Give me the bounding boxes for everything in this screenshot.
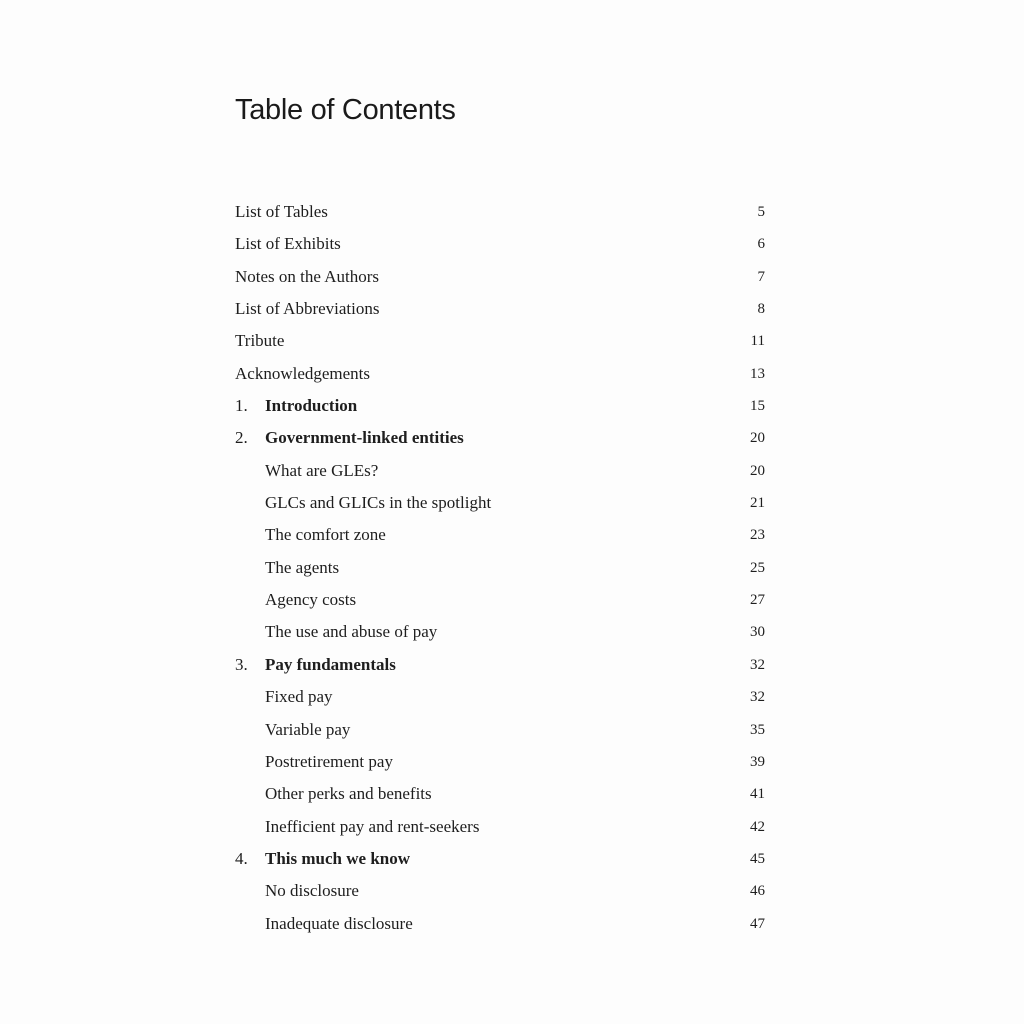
toc-section-entry <box>235 875 765 907</box>
toc-section-entry <box>235 746 765 778</box>
toc-entry-label: The comfort zone <box>265 525 386 545</box>
toc-page-number: 32 <box>750 656 765 673</box>
toc-entry-label: Government-linked entities <box>265 428 464 448</box>
toc-section-entry <box>235 714 765 746</box>
toc-entry <box>235 196 765 228</box>
toc-page-number: 32 <box>750 689 765 706</box>
toc-entry <box>235 261 765 293</box>
toc-page-number: 46 <box>750 883 765 900</box>
toc-page-number: 15 <box>750 398 765 415</box>
toc-section-entry <box>235 552 765 584</box>
toc-entry-label: No disclosure <box>265 881 359 901</box>
toc-section-entry <box>235 487 765 519</box>
toc-chapter-entry <box>235 843 765 875</box>
toc-section-entry <box>235 778 765 810</box>
toc-entry-label: The agents <box>265 557 340 577</box>
toc-section-entry <box>235 455 765 487</box>
toc-entry-label: Variable pay <box>265 719 351 739</box>
toc-page-number: 35 <box>750 721 765 738</box>
toc-page-number: 5 <box>757 204 765 220</box>
toc-entry-label: Agency costs <box>265 590 357 610</box>
toc-page-number: 30 <box>750 624 765 641</box>
toc-page-number: 23 <box>750 527 765 544</box>
toc-entry-label: Inadequate disclosure <box>265 913 413 933</box>
toc-page-number: 41 <box>750 786 765 803</box>
toc-page-number: 20 <box>750 462 765 479</box>
toc-entry-label: List of Exhibits <box>235 234 341 254</box>
toc-entry-label: Pay fundamentals <box>265 654 396 674</box>
toc-section-entry <box>235 908 765 940</box>
toc-entry-label: Postretirement pay <box>265 751 393 771</box>
toc-entry-label: What are GLEs? <box>265 460 379 480</box>
toc-chapter-number: 4. <box>235 848 248 868</box>
toc-entry <box>235 293 765 325</box>
toc-entry-label: This much we know <box>265 848 411 868</box>
toc-list <box>235 196 765 940</box>
toc-section-entry <box>235 616 765 648</box>
page-title: Table of Contents <box>235 94 456 126</box>
toc-entry <box>235 325 765 357</box>
toc-entry <box>235 358 765 390</box>
toc-page-number: 25 <box>750 559 765 576</box>
toc-page-number: 7 <box>757 268 765 285</box>
toc-entry-label: Tribute <box>235 331 285 351</box>
toc-page-number: 6 <box>757 236 765 253</box>
toc-entry-label: The use and abuse of pay <box>265 622 438 642</box>
toc-entry-label: Acknowledgements <box>235 363 371 383</box>
toc-section-entry <box>235 811 765 843</box>
toc-section-entry <box>235 584 765 616</box>
toc-page-number: 11 <box>750 333 765 350</box>
toc-chapter-entry <box>235 649 765 681</box>
toc-entry-label: Other perks and benefits <box>265 784 432 804</box>
toc-page-number: 21 <box>750 495 765 512</box>
toc-page-number: 27 <box>750 592 765 609</box>
toc-page-number: 39 <box>750 753 765 770</box>
toc-chapter-number: 3. <box>235 654 248 674</box>
toc-chapter-number: 2. <box>235 428 248 448</box>
toc-chapter-entry <box>235 422 765 454</box>
toc-page-number: 20 <box>750 430 765 447</box>
toc-page-number: 47 <box>750 915 765 932</box>
toc-entry <box>235 228 765 260</box>
toc-entry-label: Fixed pay <box>265 687 333 707</box>
toc-entry-label: List of Tables <box>235 202 328 221</box>
toc-section-entry <box>235 519 765 551</box>
toc-page-number: 8 <box>757 301 765 318</box>
toc-entry-label: List of Abbreviations <box>235 299 380 319</box>
toc-entry-label: Inefficient pay and rent-seekers <box>265 816 480 836</box>
toc-section-entry <box>235 681 765 713</box>
toc-chapter-number: 1. <box>235 396 248 416</box>
toc-page-number: 45 <box>750 850 765 867</box>
toc-page-number: 42 <box>750 818 765 835</box>
toc-entry-label: GLCs and GLICs in the spotlight <box>265 493 492 513</box>
toc-entry-label: Introduction <box>265 396 358 416</box>
toc-entry-label: Notes on the Authors <box>235 266 380 286</box>
toc-page-number: 13 <box>750 365 765 382</box>
toc-chapter-entry <box>235 390 765 422</box>
